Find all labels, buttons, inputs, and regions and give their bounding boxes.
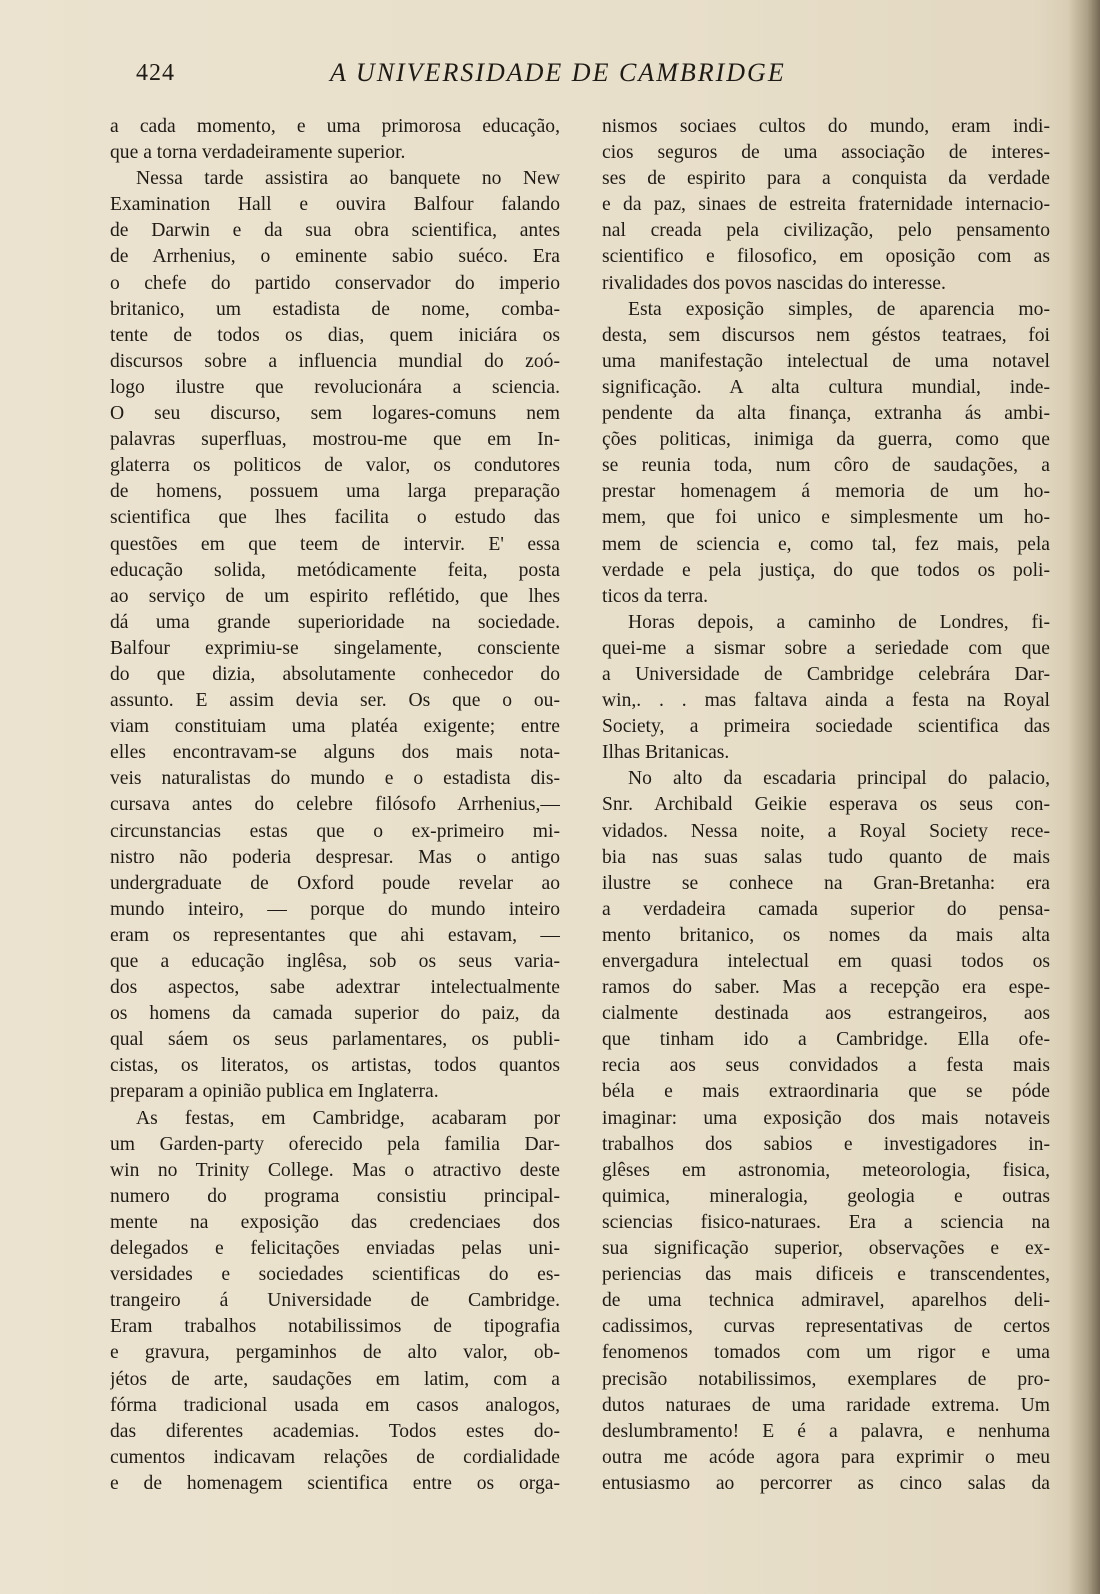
- text-line: versidades e sociedades scientificas do es-: [110, 1264, 560, 1286]
- text-line: delegados e felicitações enviadas pelas uni-: [110, 1238, 560, 1260]
- text-line: Nessa tarde assistira ao banquete no New: [136, 168, 560, 190]
- text-line: que a educação inglêsa, sob os seus varia-: [110, 951, 560, 972]
- text-line: dutos naturaes de uma raridade extrema. Um: [602, 1394, 1050, 1416]
- text-line: sciencias fisico-naturaes. Era a sciencia na: [602, 1211, 1050, 1233]
- text-line: fórma tradicional usada em casos analogos,: [110, 1394, 560, 1416]
- text-line: recia aos seus convidados a festa mais: [602, 1055, 1050, 1077]
- text-line: As festas, em Cambridge, acabaram por: [136, 1107, 560, 1129]
- text-line: Snr. Archibald Geikie esperava os seus con-: [602, 794, 1050, 816]
- text-line: educação solida, metódicamente feita, posta: [110, 559, 560, 581]
- text-line: a Universidade de Cambridge celebrára Dar-: [602, 663, 1050, 685]
- text-line: Balfour exprimiu-se singelamente, consciente: [110, 637, 560, 659]
- text-line: dos aspectos, sabe adextrar intelectualmente: [110, 977, 560, 999]
- text-line: jétos de arte, saudações em latim, com a: [110, 1368, 560, 1390]
- text-line: viam constituiam uma platéa exigente; entre: [110, 716, 560, 738]
- text-line: precisão notabilissimos, exemplares de pro-: [602, 1368, 1050, 1390]
- text-line: e de homenagem scientifica entre os orga-: [110, 1472, 560, 1494]
- text-line: outra me acóde agora para exprimir o meu: [602, 1446, 1050, 1468]
- text-line: cistas, os literatos, os artistas, todos quantos: [110, 1055, 560, 1077]
- text-line: cumentos indicavam relações de cordialidade: [110, 1446, 560, 1468]
- text-line: mem, que foi unico e simplesmente um ho-: [602, 507, 1050, 529]
- text-line: dá uma grande superioridade na sociedade.: [110, 611, 560, 633]
- text-line: scientifica que lhes facilita o estudo das: [110, 507, 560, 529]
- text-line: glêses em astronomia, meteorologia, fisica,: [602, 1159, 1050, 1181]
- text-line: fenomenos tomados com um rigor e uma: [602, 1342, 1050, 1364]
- text-line: britanico, um estadista de nome, comba-: [110, 298, 560, 320]
- text-line: tente de todos os dias, quem iniciára os: [110, 324, 560, 346]
- text-line: desta, sem discursos nem géstos teatraes, foi: [602, 324, 1050, 346]
- text-line: uma manifestação intelectual de uma notavel: [602, 350, 1050, 372]
- right-column: [602, 114, 1050, 1497]
- text-line: periencias das mais dificeis e transcendentes,: [602, 1264, 1050, 1286]
- text-line: de uma technica admiravel, aparelhos deli-: [602, 1290, 1050, 1312]
- text-line: mente na exposição das credenciaes dos: [110, 1211, 560, 1233]
- text-line: que a torna verdadeiramente superior.: [110, 142, 406, 164]
- text-line: mem de sciencia e, como tal, fez mais, pela: [602, 533, 1050, 555]
- text-line: entusiasmo ao percorrer as cinco salas da: [602, 1472, 1050, 1494]
- text-line: nistro não poderia despresar. Mas o antigo: [110, 846, 560, 868]
- text-line: e da paz, sinaes de estreita fraternidade internacio-: [602, 194, 1050, 216]
- text-line: bia nas suas salas tudo quanto de mais: [602, 846, 1050, 868]
- text-line: ções politicas, inimiga da guerra, como que: [602, 429, 1050, 451]
- text-line: assunto. E assim devia ser. Os que o ou-: [110, 690, 560, 712]
- text-line: do que dizia, absolutamente conhecedor do: [110, 663, 560, 685]
- text-line: logo ilustre que revolucionára a sciencia.: [110, 376, 560, 398]
- text-line: quimica, mineralogia, geologia e outras: [602, 1185, 1050, 1207]
- text-line: e gravura, pergaminhos de alto valor, ob-: [110, 1342, 560, 1364]
- text-line: mento britanico, os nomes da mais alta: [602, 924, 1050, 946]
- text-line: veis naturalistas do mundo e o estadista dis-: [110, 768, 560, 790]
- text-line: sua significação superior, observações e ex-: [602, 1238, 1050, 1260]
- text-line: nismos sociaes cultos do mundo, eram indi-: [602, 116, 1050, 137]
- text-line: um Garden-party oferecido pela familia Dar-: [110, 1133, 560, 1155]
- text-line: imaginar: uma exposição dos mais notaveis: [602, 1107, 1050, 1129]
- text-line: cialmente destinada aos estrangeiros, aos: [602, 1003, 1050, 1025]
- text-line: mundo inteiro, — porque do mundo inteiro: [110, 898, 560, 920]
- text-line: elles encontravam-se alguns dos mais nota-: [110, 742, 560, 764]
- text-line: glaterra os politicos de valor, os condutores: [110, 455, 560, 477]
- text-line: cursava antes do celebre filósofo Arrhenius,—: [110, 794, 560, 816]
- page-header: [100, 58, 1045, 94]
- text-line: trabalhos dos sabios e investigadores in-: [602, 1133, 1050, 1155]
- text-line: ilustre se conhece na Gran-Bretanha: era: [602, 872, 1050, 894]
- text-line: Eram trabalhos notabilissimos de tipografia: [110, 1316, 560, 1338]
- text-line: das diferentes academias. Todos estes do-: [110, 1420, 560, 1442]
- text-line: preparam a opinião publica em Inglaterra.: [110, 1081, 439, 1103]
- text-line: eram os representantes que ahi estavam, —: [110, 924, 560, 946]
- text-line: ticos da terra.: [602, 585, 709, 607]
- text-line: deslumbramento! E é a palavra, e nenhuma: [602, 1420, 1050, 1442]
- text-line: undergraduate de Oxford poude revelar ao: [110, 872, 560, 894]
- text-line: circunstancias estas que o ex-primeiro mi-: [110, 820, 560, 842]
- text-line: trangeiro á Universidade de Cambridge.: [110, 1290, 560, 1312]
- text-line: win no Trinity College. Mas o atractivo deste: [110, 1159, 560, 1181]
- text-line: se reunia toda, num côro de saudações, a: [602, 455, 1050, 477]
- text-line: os homens da camada superior do paiz, da: [110, 1003, 560, 1025]
- text-line: quei-me a sismar sobre a seriedade com que: [602, 637, 1050, 659]
- text-line: palavras superfluas, mostrou-me que em In-: [110, 429, 560, 451]
- text-line: nal creada pela civilização, pelo pensamento: [602, 220, 1050, 242]
- text-line: a cada momento, e uma primorosa educação,: [110, 116, 560, 137]
- text-line: de Arrhenius, o eminente sabio suéco. Era: [110, 246, 560, 268]
- text-line: discursos sobre a influencia mundial do zoó-: [110, 350, 560, 372]
- text-line: ses de espirito para a conquista da verdade: [602, 168, 1050, 190]
- text-line: O seu discurso, sem logares-comuns nem: [110, 403, 560, 425]
- text-line: cios seguros de uma associação de interes-: [602, 142, 1050, 164]
- text-line: win,. . . mas faltava ainda a festa na Royal: [602, 690, 1050, 712]
- page-number: 424: [136, 60, 175, 86]
- text-line: ao serviço de um espirito reflétido, que lhes: [110, 585, 560, 607]
- left-column: [110, 114, 560, 1497]
- text-line: numero do programa consistiu principal-: [110, 1185, 560, 1207]
- text-line: vidados. Nessa noite, a Royal Society rece-: [602, 820, 1050, 842]
- text-line: rivalidades dos povos nascidas do interesse.: [602, 272, 946, 294]
- text-line: scientifico e filosofico, em oposição com as: [602, 246, 1050, 268]
- text-line: de homens, possuem uma larga preparação: [110, 481, 560, 503]
- running-title: A UNIVERSIDADE DE CAMBRIDGE: [330, 58, 786, 87]
- text-line: questões em que teem de intervir. E' essa: [110, 533, 560, 555]
- text-line: Examination Hall e ouvira Balfour falando: [110, 194, 560, 216]
- text-line: Esta exposição simples, de aparencia mo-: [628, 298, 1050, 320]
- binding-shadow: [1068, 0, 1100, 1594]
- text-line: a verdadeira camada superior do pensa-: [602, 898, 1050, 920]
- text-line: de Darwin e da sua obra scientifica, antes: [110, 220, 560, 242]
- text-line: significação. A alta cultura mundial, inde-: [602, 376, 1050, 398]
- text-line: verdade e pela justiça, do que todos os poli-: [602, 559, 1050, 581]
- text-line: No alto da escadaria principal do palacio,: [628, 768, 1050, 790]
- text-line: pendente da alta finança, extranha ás ambi-: [602, 403, 1050, 425]
- text-line: ramos do saber. Mas a recepção era espe-: [602, 977, 1050, 999]
- text-line: Society, a primeira sociedade scientifica das: [602, 716, 1050, 738]
- text-line: prestar homenagem á memoria de um ho-: [602, 481, 1050, 503]
- text-line: qual sáem os seus parlamentares, os publi-: [110, 1029, 560, 1051]
- text-line: que tinham ido a Cambridge. Ella ofe-: [602, 1029, 1050, 1051]
- text-line: béla e mais extraordinaria que se póde: [602, 1081, 1050, 1103]
- text-line: Ilhas Britanicas.: [602, 742, 730, 764]
- text-line: o chefe do partido conservador do imperio: [110, 272, 560, 294]
- text-line: envergadura intelectual em quasi todos os: [602, 951, 1050, 972]
- text-line: cadissimos, curvas representativas de certos: [602, 1316, 1050, 1338]
- text-line: Horas depois, a caminho de Londres, fi-: [628, 611, 1050, 633]
